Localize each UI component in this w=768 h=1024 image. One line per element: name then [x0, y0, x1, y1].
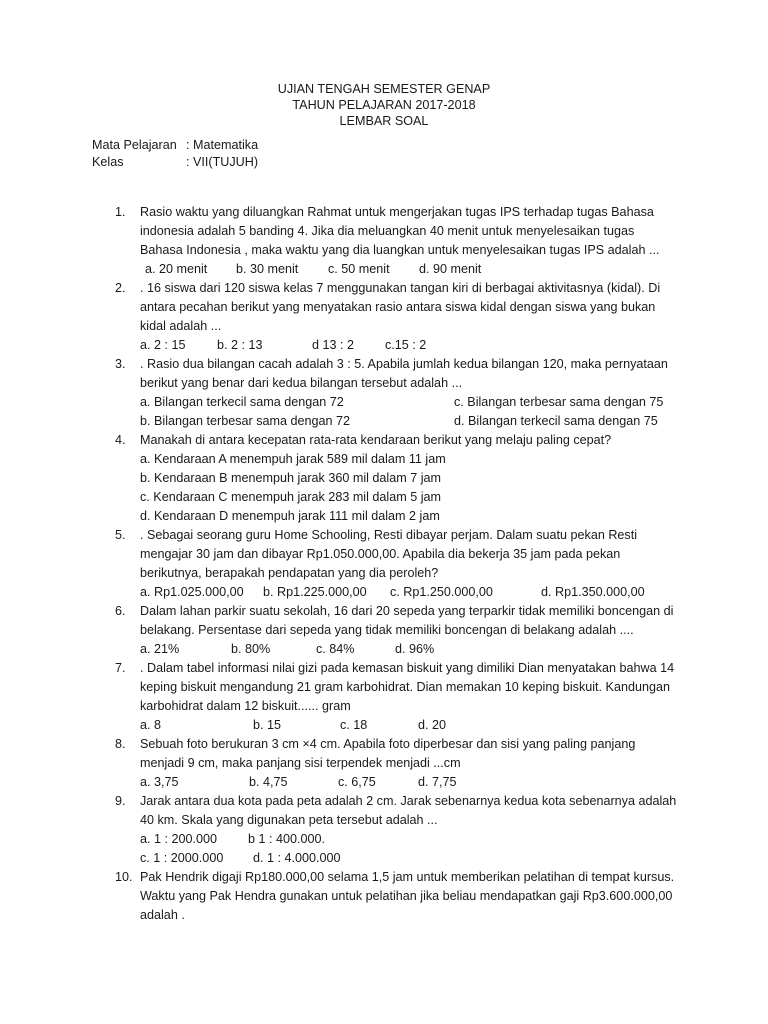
question-number: 9. — [115, 794, 126, 808]
question-number: 5. — [115, 528, 126, 542]
answer-options-row — [0, 450, 768, 469]
question-text: . Rasio dua bilangan cacah adalah 3 : 5. Apabila jumlah kedua bilangan 120, maka pernyataan berikut yang benar dari kedua bilangan tersebut adalah ... — [140, 357, 668, 390]
question-item — [0, 355, 768, 431]
answer-option: d. Rp1.350.000,00 — [541, 585, 645, 599]
question-text: Rasio waktu yang diluangkan Rahmat untuk mengerjakan tugas IPS terhadap tugas Bahasa indonesia adalah 5 banding 4. Jika dia meluangkan 40 menit untuk menyelesaikan tugas Bahasa Indonesia , maka waktu yang dia luangkan untuk menyelesaikan tugas IPS adalah ... — [140, 205, 660, 257]
question-item — [0, 735, 768, 792]
question-item — [0, 203, 768, 279]
answer-options-row — [0, 583, 768, 602]
answer-option: b. Kendaraan B menempuh jarak 360 mil dalam 7 jam — [140, 471, 442, 485]
question-text: Pak Hendrik digaji Rp180.000,00 selama 1,5 jam untuk memberikan pelatihan di tempat kursus. Waktu yang Pak Hendra gunakan untuk pelatihan jika beliau mendapatkan gaji Rp3.600.000,00 adalah . — [140, 870, 675, 922]
answer-option: c. 6,75 — [338, 775, 376, 789]
question-item — [0, 602, 768, 659]
answer-option: a. Rp1.025.000,00 — [140, 585, 244, 599]
question-text: Dalam lahan parkir suatu sekolah, 16 dari 20 sepeda yang terparkir tidak memiliki boncengan di belakang. Persentase dari sepeda yang tidak memiliki boncengan di belakang adalah .... — [140, 604, 674, 637]
answer-option: a. 8 — [140, 718, 162, 732]
answer-option: a. 3,75 — [140, 775, 179, 789]
answer-option: c. Rp1.250.000,00 — [390, 585, 493, 599]
question-text: Manakah di antara kecepatan rata-rata kendaraan berikut yang melaju paling cepat? — [140, 433, 612, 447]
answer-option: c. 50 menit — [328, 262, 390, 276]
question-number: 4. — [115, 433, 126, 447]
class-row — [92, 154, 258, 171]
question-number: 6. — [115, 604, 126, 618]
exam-title: UJIAN TENGAH SEMESTER GENAP — [277, 82, 491, 96]
question-text: Sebuah foto berukuran 3 cm ×4 cm. Apabila foto diperbesar dan sisi yang paling panjang menjadi 9 cm, maka panjang sisi terpendek menjadi ...cm — [140, 737, 636, 770]
answer-option: b. Rp1.225.000,00 — [263, 585, 367, 599]
question-number: 10. — [115, 870, 133, 884]
answer-options-row — [0, 507, 768, 526]
answer-option: c. 84% — [316, 642, 355, 656]
answer-option: a. 21% — [140, 642, 180, 656]
exam-info — [92, 137, 258, 171]
answer-option: b. 80% — [231, 642, 271, 656]
answer-option: d. 20 — [418, 718, 447, 732]
question-text: . Dalam tabel informasi nilai gizi pada kemasan biskuit yang dimiliki Dian menyatakan bahwa 14 keping biskuit mengandung 21 gram karbohidrat. Dian memakan 10 keping biskuit. Kandungan karbohidrat dalam 12 biskuit...... gram — [140, 661, 675, 713]
answer-options-row — [0, 260, 768, 279]
answer-option: c. Bilangan terbesar sama dengan 75 — [454, 395, 664, 409]
answer-options-row — [0, 849, 768, 868]
question-number: 8. — [115, 737, 126, 751]
class-label: Kelas — [92, 155, 124, 169]
question-item — [0, 526, 768, 602]
academic-year: TAHUN PELAJARAN 2017-2018 — [292, 98, 476, 112]
answer-options-row — [0, 830, 768, 849]
answer-option: b. 4,75 — [249, 775, 288, 789]
question-item — [0, 868, 768, 925]
question-list — [0, 203, 768, 925]
subject-value: : Matematika — [186, 138, 259, 152]
answer-option: d. Kendaraan D menempuh jarak 111 mil dalam 2 jam — [140, 509, 440, 523]
question-number: 7. — [115, 661, 126, 675]
answer-options-row — [0, 393, 768, 412]
answer-option: c.15 : 2 — [385, 338, 427, 352]
answer-option: b. 15 — [253, 718, 282, 732]
answer-option: c. 1 : 2000.000 — [140, 851, 224, 865]
answer-option: d. 90 menit — [419, 262, 482, 276]
question-text: Jarak antara dua kota pada peta adalah 2 cm. Jarak sebenarnya kedua kota sebenarnya adalah 40 km. Skala yang digunakan peta tersebut adalah ... — [140, 794, 677, 827]
question-number: 1. — [115, 205, 126, 219]
answer-option: a. Kendaraan A menempuh jarak 589 mil dalam 11 jam — [140, 452, 446, 466]
answer-option: b. 2 : 13 — [217, 338, 263, 352]
answer-option: c. 18 — [340, 718, 368, 732]
answer-option: a. 2 : 15 — [140, 338, 186, 352]
exam-header — [0, 81, 768, 129]
answer-option: a. 20 menit — [145, 262, 208, 276]
answer-option: d. 7,75 — [418, 775, 457, 789]
answer-options-row — [0, 412, 768, 431]
answer-options-row — [0, 488, 768, 507]
answer-option: a. 1 : 200.000 — [140, 832, 218, 846]
question-text: . 16 siswa dari 120 siswa kelas 7 menggunakan tangan kiri di berbagai aktivitasnya (kidal). Di antara pecahan berikut yang menyatakan rasio antara siswa kidal dengan siswa yang bukan kidal adalah ... — [140, 281, 661, 333]
class-value: : VII(TUJUH) — [186, 155, 259, 169]
answer-option: d. 1 : 4.000.000 — [253, 851, 341, 865]
answer-options-row — [0, 640, 768, 659]
question-item — [0, 659, 768, 735]
answer-option: b. Bilangan terbesar sama dengan 72 — [140, 414, 351, 428]
answer-options-row — [0, 716, 768, 735]
subject-label: Mata Pelajaran — [92, 138, 177, 152]
sheet-title: LEMBAR SOAL — [339, 114, 429, 128]
question-number: 3. — [115, 357, 126, 371]
question-item — [0, 431, 768, 526]
subject-row — [92, 137, 258, 154]
answer-options-row — [0, 773, 768, 792]
answer-option: b 1 : 400.000. — [248, 832, 326, 846]
question-item — [0, 279, 768, 355]
answer-option: a. Bilangan terkecil sama dengan 72 — [140, 395, 344, 409]
answer-option: d. Bilangan terkecil sama dengan 75 — [454, 414, 658, 428]
question-text: . Sebagai seorang guru Home Schooling, Resti dibayar perjam. Dalam suatu pekan Resti mengajar 30 jam dan dibayar Rp1.050.000,00. Apabila dia bekerja 35 jam pada pekan berikutnya, berapakah pendapatan yang dia peroleh? — [140, 528, 638, 580]
answer-option: d 13 : 2 — [312, 338, 355, 352]
answer-option: c. Kendaraan C menempuh jarak 283 mil dalam 5 jam — [140, 490, 442, 504]
question-number: 2. — [115, 281, 126, 295]
answer-options-row — [0, 469, 768, 488]
answer-options-row — [0, 336, 768, 355]
question-item — [0, 792, 768, 868]
answer-option: d. 96% — [395, 642, 435, 656]
answer-option: b. 30 menit — [236, 262, 299, 276]
